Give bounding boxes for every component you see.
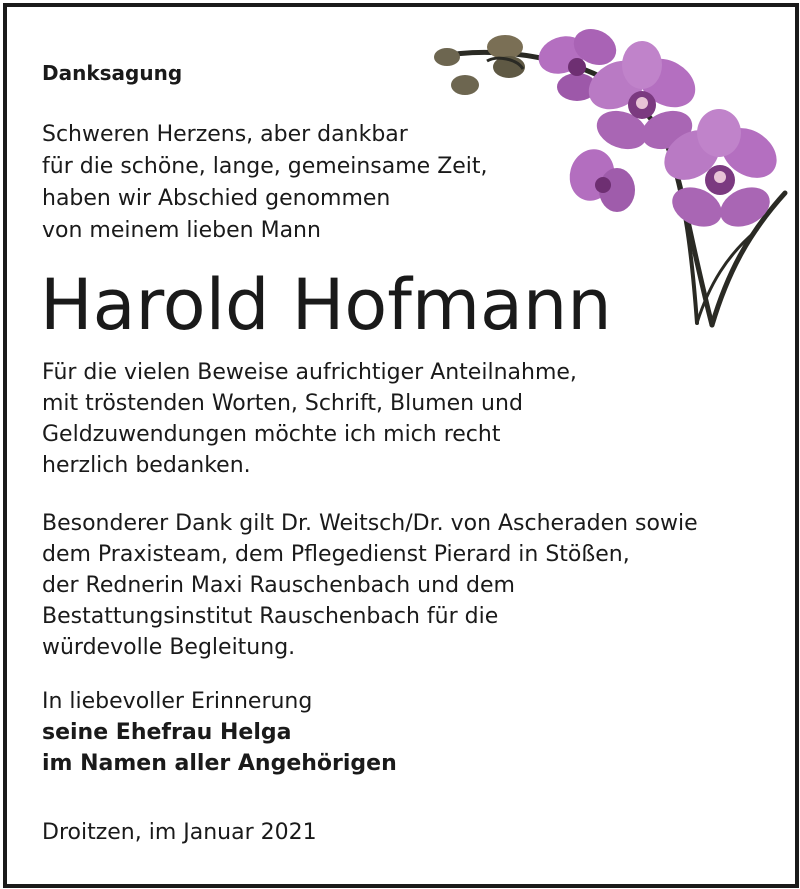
intro-line: für die schöne, lange, gemeinsame Zeit, [42,154,488,179]
special-thanks-line: würdevolle Begleitung. [42,635,296,660]
notice-heading: Danksagung [42,61,183,85]
special-thanks-line: Bestattungsinstitut Rauschenbach für die [42,604,499,629]
special-thanks-line: Besonderer Dank gilt Dr. Weitsch/Dr. von Ascheraden sowie [42,511,698,536]
thanks-line: herzlich bedanken. [42,453,251,478]
closing-block [42,686,397,779]
orchid-flower-lower [564,144,635,212]
remembrance-line: In liebevoller Erinnerung [42,689,313,714]
orchid-buds [434,35,525,95]
intro-line: Schweren Herzens, aber dankbar [42,122,408,147]
special-thanks-line: der Rednerin Maxi Rauschenbach und dem [42,573,515,598]
signature-line: seine Ehefrau Helga [42,720,292,745]
thanks-paragraph [42,357,577,481]
place-date: Droitzen, im Januar 2021 [42,820,317,845]
intro-line: haben wir Abschied genommen [42,186,391,211]
intro-text [42,119,488,247]
deceased-name: Harold Hofmann [40,264,612,346]
notice-frame [3,3,799,888]
thanks-line: Für die vielen Beweise aufrichtiger Anteilnahme, [42,360,577,385]
special-thanks-line: dem Praxisteam, dem Pflegedienst Pierard in Stößen, [42,542,630,567]
thanks-line: Geldzuwendungen möchte ich mich recht [42,422,501,447]
signature-line: im Namen aller Angehörigen [42,751,397,776]
special-thanks-paragraph [42,508,698,663]
thanks-line: mit tröstenden Worten, Schrift, Blumen und [42,391,523,416]
intro-line: von meinem lieben Mann [42,218,321,243]
